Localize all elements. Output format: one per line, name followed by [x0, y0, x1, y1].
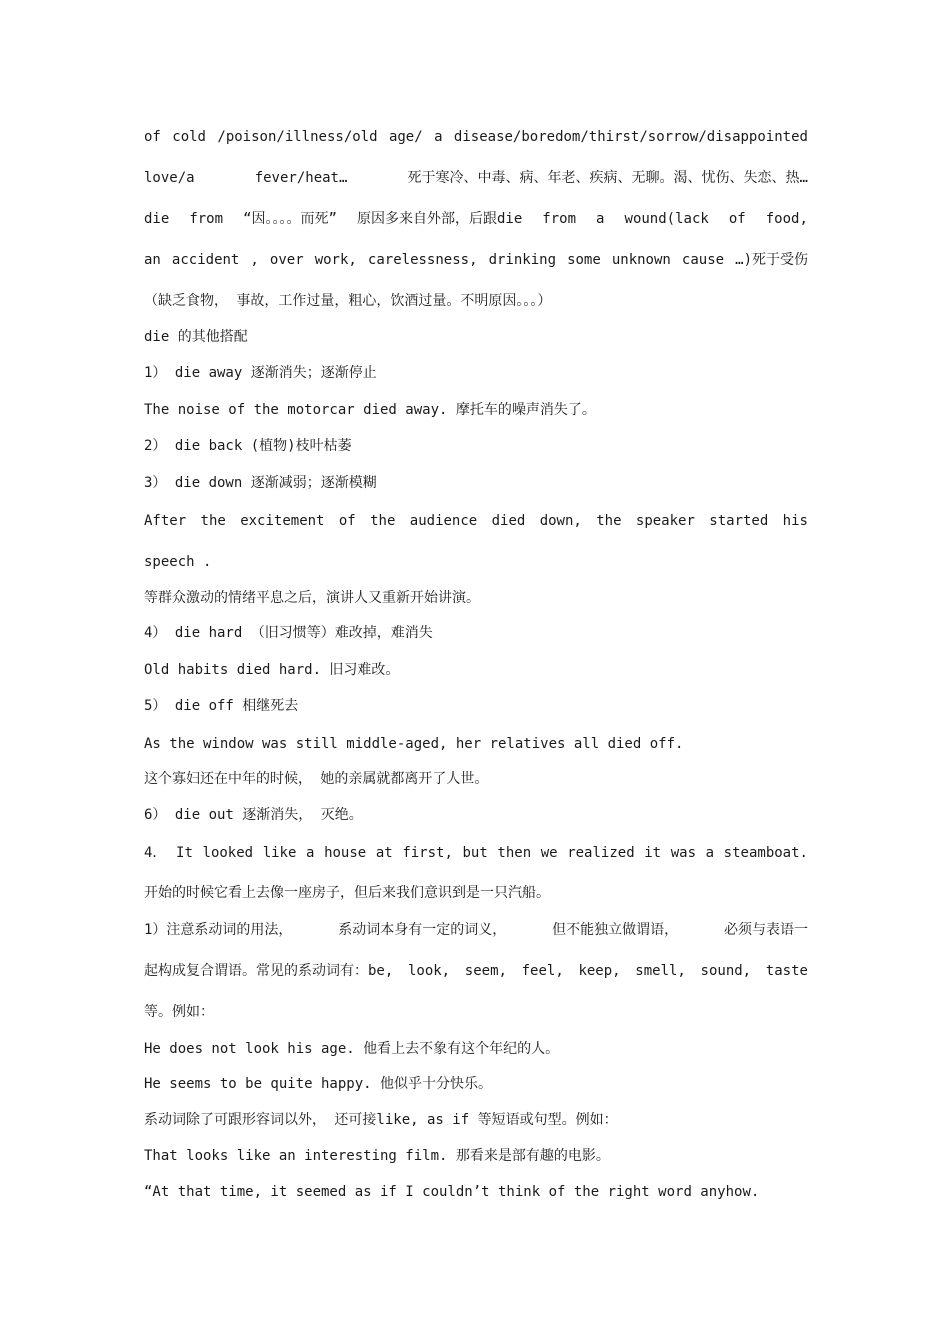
text-word: “因。。。。而死”: [243, 211, 337, 227]
text-word: sound,: [700, 963, 752, 979]
text-word: some: [567, 252, 601, 268]
text-word: first,: [402, 845, 453, 861]
text-word: /poison/illness/old: [217, 129, 378, 145]
text-line: The noise of the motorcar died away. 摩托车的噪声消失了。: [144, 402, 596, 418]
text-word: audience: [409, 513, 478, 529]
text-line: That looks like an interesting film. 那看来是部有趣的电影。: [144, 1148, 610, 1164]
text-line: 6） die out 逐渐消失， 灭绝。: [144, 807, 363, 823]
text-line: 这个寡妇还在中年的时候， 她的亲属就都离开了人世。: [144, 771, 489, 787]
text-line: “At that time, it seemed as if I couldn’t think of the right word anyhow.: [144, 1184, 760, 1200]
text-word: looked: [202, 845, 254, 861]
text-line: [144, 169, 808, 187]
text-line: 等群众激动的情绪平息之后，演讲人又重新开始讲演。: [144, 590, 480, 606]
text-word: fever/heat…: [254, 170, 348, 186]
text-line: He does not look his age. 他看上去不象有这个年纪的人。: [144, 1041, 560, 1057]
text-line: 等。例如：: [144, 1004, 214, 1020]
text-word: ,: [250, 252, 259, 268]
text-word: from: [542, 211, 577, 227]
text-word: then: [497, 845, 532, 861]
text-word: a: [434, 129, 443, 145]
text-word: 4．: [144, 845, 167, 861]
text-word: die: [144, 211, 170, 227]
text-word: disease/boredom/thirst/sorrow/disappointed: [453, 129, 808, 145]
text-word: 必须与表语一: [723, 922, 808, 938]
text-line: 1） die away 逐渐消失；逐渐停止: [144, 365, 377, 381]
text-word: his: [782, 513, 808, 529]
text-word: was: [670, 845, 697, 861]
text-line: （缺乏食物， 事故，工作过量，粗心，饮酒过量。不明原因。。。）: [144, 293, 552, 309]
text-word: over: [269, 252, 304, 268]
text-word: …)死于受伤: [735, 252, 808, 268]
text-word: a: [306, 845, 315, 861]
text-word: but: [462, 845, 488, 861]
text-line: 3） die down 逐渐减弱；逐渐模糊: [144, 475, 377, 491]
text-line: 系动词除了可跟形容词以外， 还可接like, as if 等短语或句型。例如：: [144, 1112, 618, 1128]
text-word: it: [644, 845, 662, 861]
text-word: a: [596, 211, 605, 227]
text-word: 起构成复合谓语。常见的系动词有：be,: [144, 963, 394, 979]
text-word: steamboat.: [723, 845, 808, 861]
text-word: house: [324, 845, 367, 861]
text-word: love/a: [144, 170, 195, 186]
text-word: speaker: [635, 513, 695, 529]
text-word: started: [709, 513, 769, 529]
text-word: at: [375, 845, 393, 861]
text-word: 但不能独立做谓语，: [552, 922, 679, 938]
text-line: Old habits died hard. 旧习难改。: [144, 662, 400, 678]
text-line: speech .: [144, 554, 212, 570]
text-line: 4） die hard （旧习惯等）难改掉，难消失: [144, 625, 433, 641]
text-word: wound(lack: [624, 211, 709, 227]
text-word: a: [705, 845, 715, 861]
text-line: [144, 962, 808, 980]
section-heading: die 的其他搭配: [144, 329, 248, 345]
text-word: taste: [765, 963, 808, 979]
text-line: 开始的时候它看上去像一座房子，但后来我们意识到是一只汽船。: [144, 885, 550, 901]
text-word: of: [728, 211, 746, 227]
text-word: unknown: [611, 252, 671, 268]
text-word: smell,: [635, 963, 686, 979]
text-word: of: [338, 513, 356, 529]
text-word: food,: [765, 211, 808, 227]
text-word: like: [262, 845, 297, 861]
text-word: seem,: [464, 963, 507, 979]
text-word: excitement: [240, 513, 325, 529]
text-word: realized: [567, 845, 635, 861]
text-word: cause: [681, 252, 725, 268]
text-word: died: [491, 513, 526, 529]
text-word: 原因多来自外部，后跟die: [356, 211, 523, 227]
text-word: feel,: [521, 963, 564, 979]
text-line: [144, 921, 808, 939]
text-word: from: [189, 211, 224, 227]
text-word: carelessness,: [367, 252, 478, 268]
text-line: [144, 512, 808, 530]
text-word: drinking: [488, 252, 556, 268]
text-word: 死于寒冷、中毒、病、年老、疾病、无聊。渴、忧伤、失恋、热…: [407, 170, 808, 186]
text-line: 5） die off 相继死去: [144, 698, 299, 714]
text-word: age/: [388, 129, 423, 145]
text-word: of: [144, 129, 161, 145]
text-word: It: [176, 845, 193, 861]
text-word: down,: [539, 513, 582, 529]
text-word: the: [370, 513, 396, 529]
text-word: the: [596, 513, 622, 529]
text-word: we: [540, 845, 558, 861]
text-word: 1）注意系动词的用法，: [144, 922, 293, 938]
text-word: the: [200, 513, 226, 529]
text-word: cold: [172, 129, 206, 145]
text-word: keep,: [578, 963, 621, 979]
text-word: 系动词本身有一定的词义，: [338, 922, 507, 938]
text-word: accident: [171, 252, 240, 268]
text-line: 2） die back (植物)枝叶枯萎: [144, 438, 352, 454]
text-line: [144, 844, 808, 862]
text-word: look,: [407, 963, 451, 979]
text-line: He seems to be quite happy. 他似乎十分快乐。: [144, 1076, 493, 1092]
text-word: an: [144, 252, 161, 268]
text-line: [144, 251, 808, 269]
text-word: After: [144, 513, 187, 529]
text-line: As the window was still middle-aged, her relatives all died off.: [144, 736, 684, 752]
text-word: work,: [314, 252, 357, 268]
text-line: [144, 128, 808, 146]
text-line: [144, 210, 808, 228]
